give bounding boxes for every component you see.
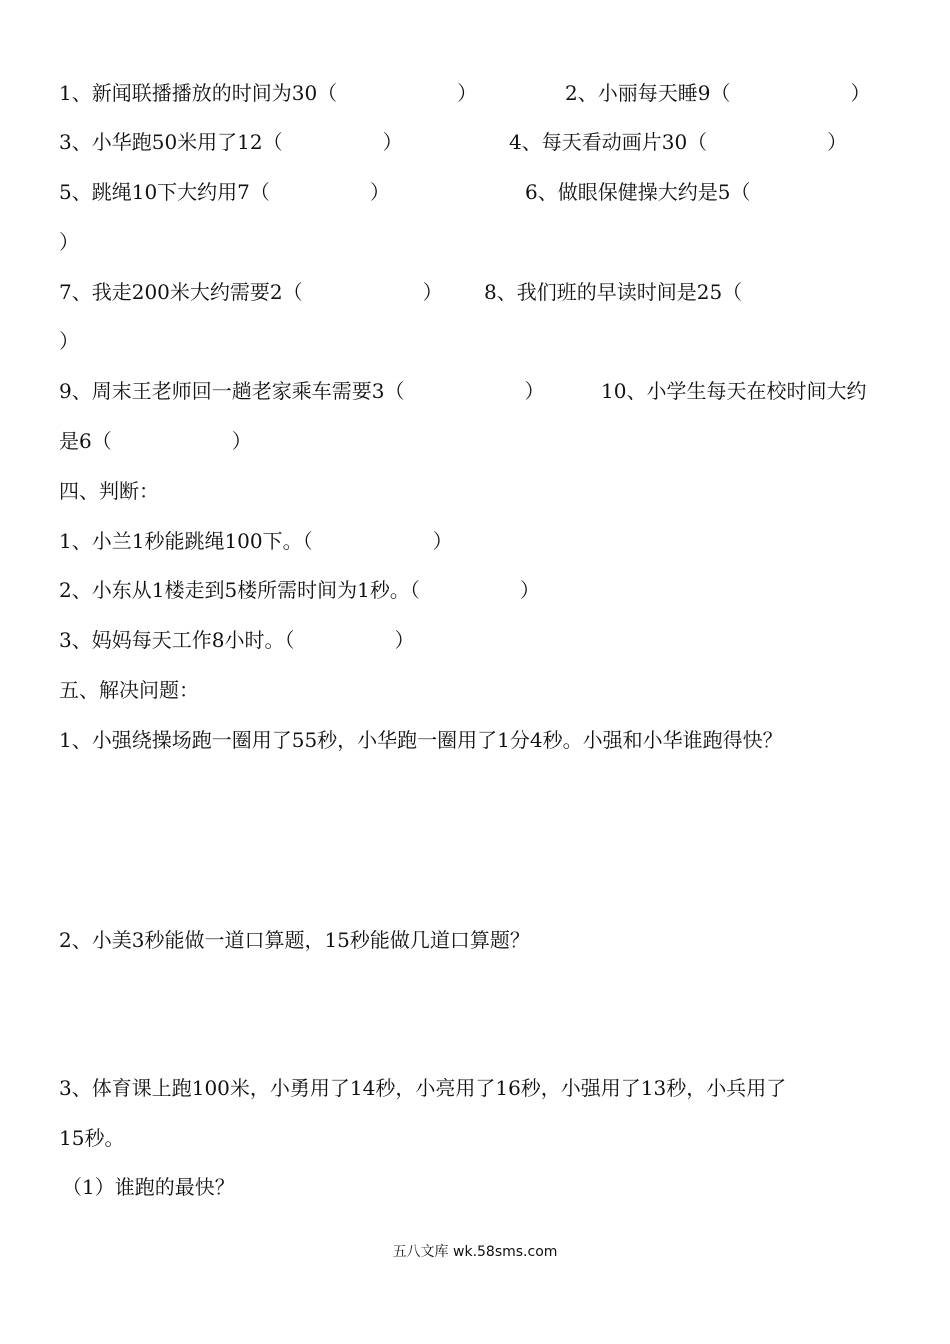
fill-item-8: 8、我们班的早读时间是25（ (484, 280, 743, 304)
fill-item-7: 7、我走200米大约需要2（ ） (59, 280, 443, 304)
judge-item-2: 2、小东从1楼走到5楼所需时间为1秒。（ ） (59, 578, 540, 602)
fill-item-10: 10、小学生每天在校时间大约 (601, 379, 867, 403)
fill-item-4: 4、每天看动画片30（ ） (509, 130, 848, 154)
fill-item-1: 1、新闻联播播放的时间为30（ ） (59, 81, 478, 105)
page-footer: 五八文库 wk.58sms.com (392, 1244, 558, 1260)
solve-question-3-cont: 15秒。 (59, 1126, 125, 1150)
fill-item-9: 9、周末王老师回一趟老家乘车需要3（ ） (59, 379, 545, 403)
section-heading-judge: 四、判断： (59, 479, 159, 503)
fill-item-5: 5、跳绳10下大约用7（ ） (59, 180, 390, 204)
solve-question-3-sub-1: （1）谁跑的最快？ (62, 1175, 235, 1199)
fill-item-3: 3、小华跑50米用了12（ ） (59, 130, 403, 154)
fill-item-6-close: ） (59, 230, 79, 254)
solve-question-3: 3、体育课上跑100米，小勇用了14秒，小亮用了16秒，小强用了13秒，小兵用了 (59, 1076, 787, 1100)
judge-item-3: 3、妈妈每天工作8小时。（ ） (59, 628, 415, 652)
fill-item-8-close: ） (59, 329, 79, 353)
fill-item-10-cont: 是6（ ） (59, 429, 252, 453)
judge-item-1: 1、小兰1秒能跳绳100下。（ ） (59, 529, 453, 553)
solve-question-2: 2、小美3秒能做一道口算题，15秒能做几道口算题？ (59, 928, 530, 952)
fill-item-2: 2、小丽每天睡9（ ） (565, 81, 871, 105)
solve-question-1: 1、小强绕操场跑一圈用了55秒，小华跑一圈用了1分4秒。小强和小华谁跑得快？ (59, 728, 783, 752)
fill-item-6: 6、做眼保健操大约是5（ (525, 180, 751, 204)
section-heading-solve: 五、解决问题： (59, 678, 199, 702)
